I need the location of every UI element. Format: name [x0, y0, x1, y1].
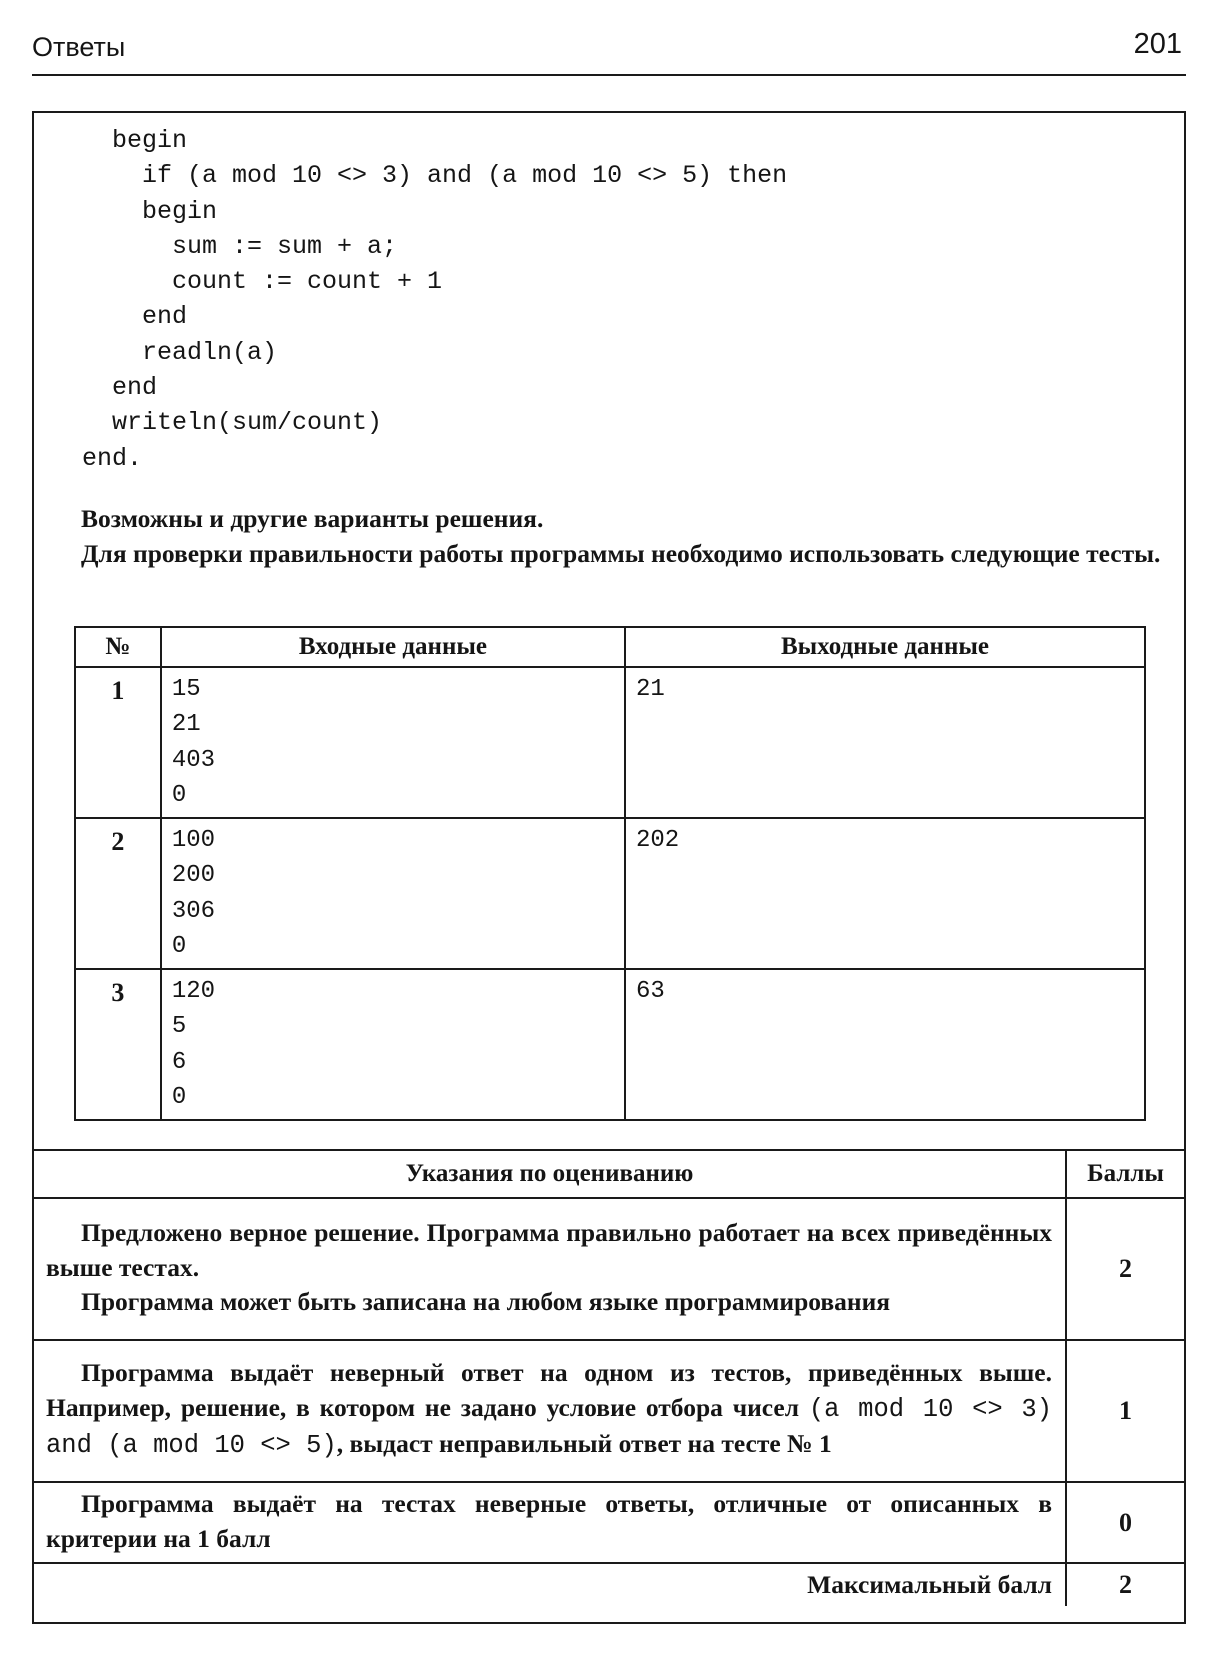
test-number: 3 [75, 969, 161, 1120]
criteria-paragraph: Программа выдаёт на тестах неверные ответы, отличные от описанных в критерии на 1 балл [46, 1489, 1052, 1553]
criteria-text [34, 1340, 1066, 1482]
test-number: 2 [75, 818, 161, 969]
code-line: end [82, 373, 158, 403]
test-row-2 [75, 818, 1145, 969]
criteria-score: 1 [1066, 1340, 1184, 1482]
criteria-paragraph: Предложено верное решение. Программа правильно работает на всех приведённых выше тестах. [46, 1218, 1052, 1282]
criteria-score: 0 [1066, 1482, 1184, 1563]
code-line: begin [82, 196, 218, 226]
criteria-table [34, 1149, 1184, 1606]
criteria-header-guidance: Указания по оцениванию [34, 1150, 1066, 1198]
test-input: 120 5 6 0 [161, 969, 625, 1120]
tests-header-row [75, 627, 1145, 667]
tests-header-num: № [75, 627, 161, 667]
criteria-text [34, 1198, 1066, 1340]
page-header [32, 28, 1186, 76]
test-input: 15 21 403 0 [161, 667, 625, 818]
test-row-1 [75, 667, 1145, 818]
criteria-header-row [34, 1150, 1184, 1198]
max-score-value: 2 [1066, 1563, 1184, 1606]
criteria-text-b: , выдаст неправильный ответ на тесте № 1 [336, 1429, 832, 1459]
code-line: end. [82, 443, 143, 473]
tests-table [74, 626, 1146, 1121]
code-line: end [82, 302, 188, 332]
tests-header-input: Входные данные [161, 627, 625, 667]
running-title: Ответы [32, 32, 126, 62]
code-line: readln(a) [82, 337, 278, 367]
code-line: if (a mod 10 <> 3) and (a mod 10 <> 5) then [82, 161, 788, 191]
alternatives-note: Возможны и другие варианты решения. [81, 504, 544, 533]
code-line: sum := sum + a; [82, 231, 398, 261]
criteria-score: 2 [1066, 1198, 1184, 1340]
criteria-paragraph [46, 1356, 1052, 1464]
criteria-row-0-points [34, 1482, 1184, 1563]
criteria-header-points: Баллы [1066, 1150, 1184, 1198]
criteria-row-2-points [34, 1198, 1184, 1340]
criteria-code: (a mod 10 <> 3) and (a mod 10 <> 5) [46, 1394, 1053, 1461]
test-output: 63 [625, 969, 1145, 1120]
criteria-paragraph: Программа может быть записана на любом языке программирования [81, 1287, 891, 1317]
criteria-max-row [34, 1563, 1184, 1606]
test-number: 1 [75, 667, 161, 818]
code-listing [82, 123, 787, 476]
criteria-row-1-point [34, 1340, 1184, 1482]
code-line: begin [82, 126, 188, 155]
answer-frame [32, 111, 1186, 1624]
code-line: writeln(sum/count) [82, 408, 383, 438]
criteria-text [34, 1482, 1066, 1563]
test-input: 100 200 306 0 [161, 818, 625, 969]
test-output: 21 [625, 667, 1145, 818]
test-output: 202 [625, 818, 1145, 969]
test-row-3 [75, 969, 1145, 1120]
page-number: 201 [1133, 28, 1182, 60]
tests-intro: Для проверки правильности работы программы необходимо использовать следующие тесты. [81, 539, 1161, 568]
max-score-label: Максимальный балл [34, 1563, 1066, 1606]
criteria-text-a: Программа выдаёт неверный ответ на одном из тестов, приведённых выше. Например, решение, в котором не задано условие отбора чисел [46, 1358, 1052, 1422]
tests-header-output: Выходные данные [625, 627, 1145, 667]
code-line: count := count + 1 [82, 267, 443, 297]
